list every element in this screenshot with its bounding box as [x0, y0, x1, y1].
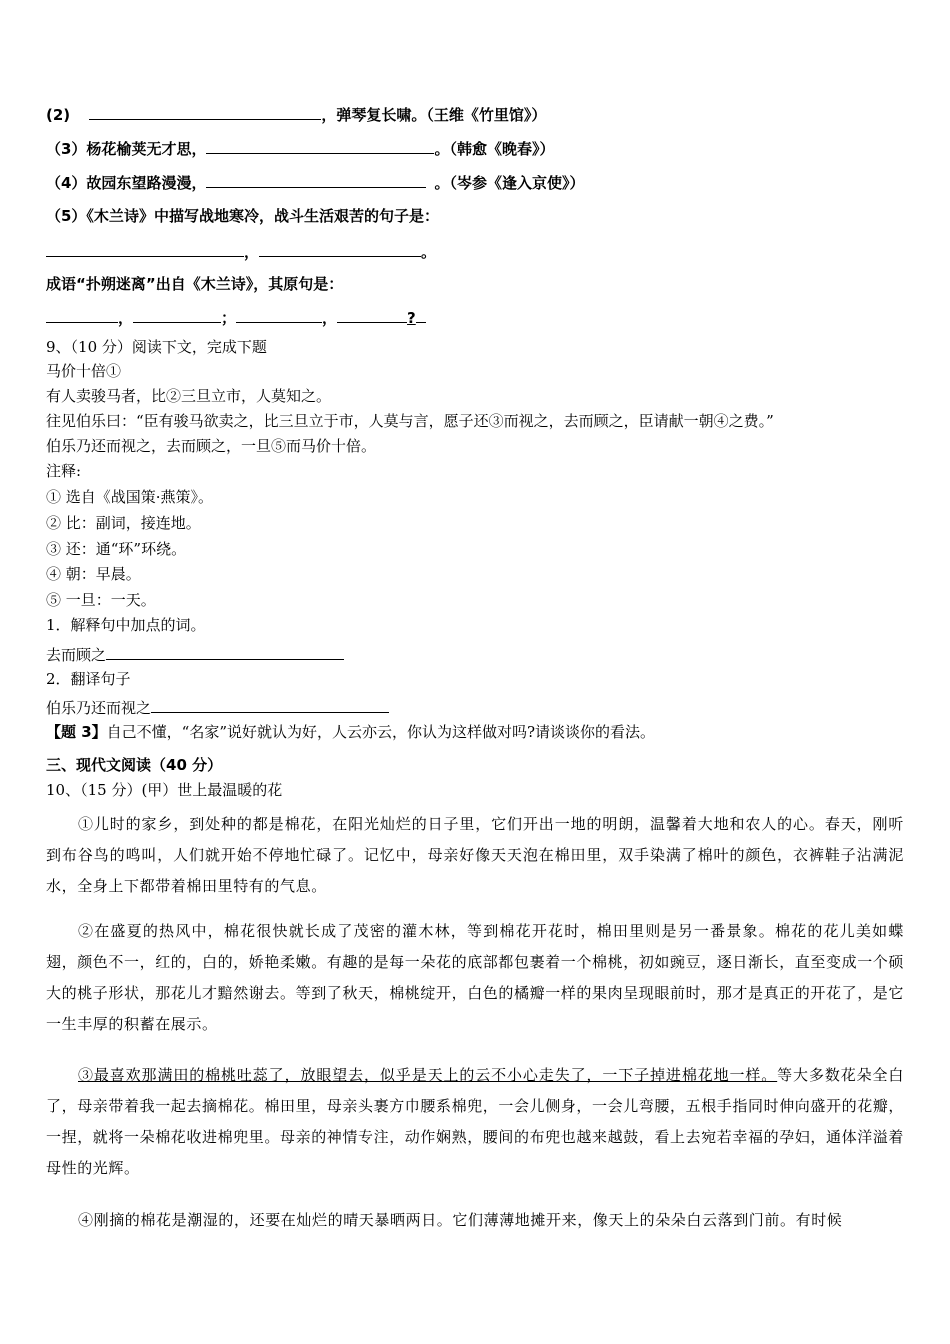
q3-line: [46, 137, 554, 159]
idiom-blank-tail: [416, 306, 426, 323]
q2-line: [46, 103, 546, 125]
q9-passage-2: 往见伯乐曰：“臣有骏马欲卖之，比三旦立于市，人莫与言，愿子还③而视之，去而顾之，臣请献一朝④之费。”: [46, 412, 774, 430]
q9-sub1-item: [46, 643, 344, 665]
q9-notes-label: 注释:: [46, 462, 82, 480]
q3-text-a: （3）杨花榆荚无才思，: [46, 140, 207, 158]
q4-text-a: （4）故园东望路漫漫，: [46, 174, 207, 192]
idiom-blank-2[interactable]: [133, 306, 221, 323]
q9-passage-3: 伯乐乃还而视之，去而顾之，一旦⑤而马价十倍。: [46, 437, 377, 455]
q5-sep: ，: [244, 243, 260, 261]
idiom-blank-3[interactable]: [236, 306, 322, 323]
q9-note: ③ 还：通“环”环绕。: [46, 540, 187, 558]
q3-blank[interactable]: [206, 137, 434, 154]
q9-note: ② 比：副词，接连地。: [46, 514, 201, 532]
q4-blank[interactable]: [206, 171, 426, 188]
q2-label: (2): [46, 106, 71, 124]
q5-prompt: （5）《木兰诗》中描写战地寒冷，战斗生活艰苦的句子是：: [46, 207, 439, 225]
idiom-blank-4[interactable]: [337, 306, 407, 323]
q9-sub2-item-text: 伯乐乃还而视之: [46, 699, 152, 717]
q10-paragraph-3: [46, 1060, 904, 1184]
q10-paragraph-3-rest: 等大多数花朵全白了，母亲带着我一起去摘棉花。棉田里，母亲头裹方巾腰系棉兜，一会儿侧身，一会儿弯腰，五根手指同时伸向盛开的花瓣，一捏，就将一朵棉花收进棉兜里。母亲的神情专注，动作娴熟，腰间的布兜也越来越鼓，看上去宛若幸福的孕妇，通体洋溢着母性的光辉。: [46, 1066, 905, 1177]
q9-sub1-blank[interactable]: [106, 643, 344, 660]
q9-passage-1: 有人卖骏马者，比②三旦立市，人莫知之。: [46, 387, 332, 405]
idiom-sep-1: ，: [118, 309, 134, 327]
q5-end: 。: [421, 243, 437, 261]
idiom-question-mark: ?: [407, 309, 416, 327]
idiom-prompt: 成语“扑朔迷离”出自《木兰诗》，其原句是：: [46, 275, 344, 293]
q4-text-b: 。（岑参《逢入京使》）: [434, 174, 585, 192]
idiom-blank-1[interactable]: [46, 306, 118, 323]
q9-note: ⑤ 一旦：一天。: [46, 591, 156, 609]
q2-text: ，弹琴复长啸。（王维《竹里馆》）: [321, 106, 547, 124]
idiom-sep-3: ，: [322, 309, 338, 327]
q9-note: ① 选自《战国策·燕策》。: [46, 488, 214, 506]
q4-line: [46, 171, 584, 193]
q5-blank-1[interactable]: [46, 240, 244, 257]
q10-paragraph-4: ④刚摘的棉花是潮湿的，还要在灿烂的晴天暴晒两日。它们薄薄地摊开来，像天上的朵朵白云落到门前。有时候: [78, 1211, 843, 1229]
q5-answer-line: [46, 240, 436, 262]
q10-paragraph-1: ①儿时的家乡，到处种的都是棉花，在阳光灿烂的日子里，它们开出一地的明朗，温馨着大地和农人的心。春天，刚听到布谷鸟的鸣叫，人们就开始不停地忙碌了。记忆中，母亲好像天天泡在棉田里，双手染满了棉叶的颜色，衣裤鞋子沾满泥水，全身上下都带着棉田里特有的气息。: [46, 815, 904, 895]
section3-title: 三、现代文阅读（40 分）: [46, 756, 223, 774]
q5-blank-2[interactable]: [259, 240, 421, 257]
q9-sub2-item: [46, 696, 389, 718]
q9-sub3: [46, 722, 655, 742]
q10-header: 10、（15 分）(甲）世上最温暖的花: [46, 781, 283, 799]
q9-sub1-prompt: 1．解释句中加点的词。: [46, 616, 206, 634]
q10-paragraph-2: ②在盛夏的热风中，棉花很快就长成了茂密的灌木林，等到棉花开花时，棉田里则是另一番景象。棉花的花儿美如蝶翅，颜色不一，红的，白的，娇艳柔嫩。有趣的是每一朵花的底部都包裹着一个棉桃，初如豌豆，逐日渐长，直至变成一个硕大的桃子形状，那花儿才黯然谢去。等到了秋天，棉桃绽开，白色的橘瓣一样的果肉呈现眼前时，那才是真正的开花了，是它一生丰厚的积蓄在展示。: [46, 922, 905, 1033]
q9-sub3-tag: 【题 3】: [46, 723, 107, 741]
idiom-answer-line: [46, 306, 426, 328]
q3-text-b: 。（韩愈《晚春》）: [434, 140, 555, 158]
q2-blank[interactable]: [89, 103, 321, 120]
q10-paragraph-3-underlined: ③最喜欢那满田的棉桃吐蕊了，放眼望去，似乎是天上的云不小心走失了，一下子掉进棉花地一样。: [78, 1066, 778, 1084]
idiom-sep-2: ；: [221, 309, 237, 327]
q9-header: 9、（10 分）阅读下文，完成下题: [46, 338, 267, 356]
q9-sub2-prompt: 2．翻译句子: [46, 670, 131, 688]
q9-title: 马价十倍①: [46, 362, 122, 380]
q9-note: ④ 朝：早晨。: [46, 565, 141, 583]
q9-sub2-blank[interactable]: [151, 696, 389, 713]
q9-sub3-text: 自己不懂，“名家”说好就认为好，人云亦云，你认为这样做对吗?请谈谈你的看法。: [106, 723, 656, 741]
q9-sub1-item-text: 去而顾之: [46, 646, 107, 664]
